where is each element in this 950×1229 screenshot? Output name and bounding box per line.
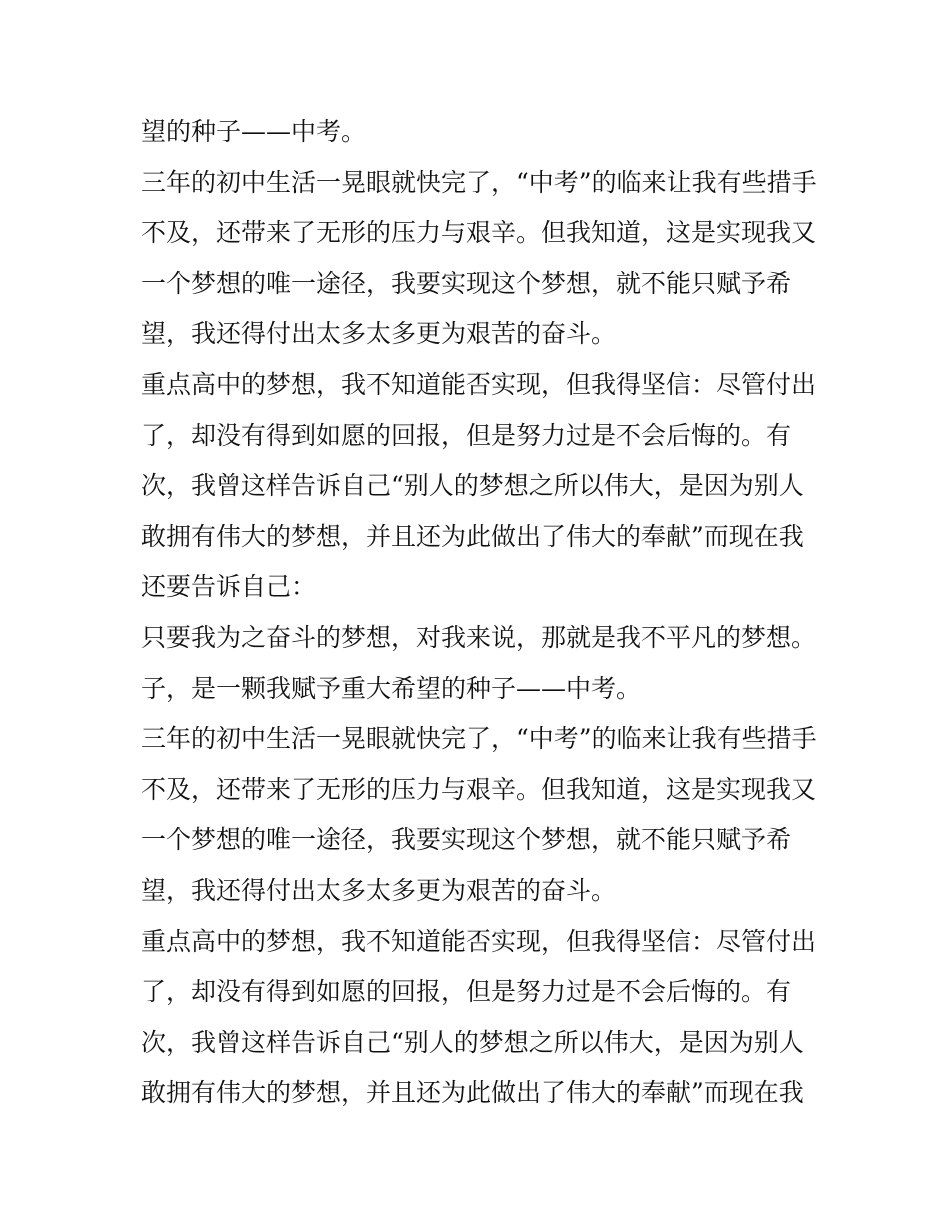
text-line: 敢拥有伟大的梦想，并且还为此做出了伟大的奉献”而现在我 xyxy=(141,1078,804,1108)
text-line: 了，却没有得到如愿的回报，但是努力过是不会后悔的。有 xyxy=(141,977,792,1007)
text-line: 次，我曾这样告诉自己“别人的梦想之所以伟大，是因为别人 xyxy=(141,471,804,501)
text-line: 一个梦想的唯一途径，我要实现这个梦想，就不能只赋予希 xyxy=(141,268,792,298)
text-line: 次，我曾这样告诉自己“别人的梦想之所以伟大，是因为别人 xyxy=(141,1027,804,1057)
document-body xyxy=(141,107,821,1119)
text-line: 不及，还带来了无形的压力与艰辛。但我知道，这是实现我又 xyxy=(141,218,817,248)
text-line: 了，却没有得到如愿的回报，但是努力过是不会后悔的。有 xyxy=(141,420,792,450)
text-line: 敢拥有伟大的梦想，并且还为此做出了伟大的奉献”而现在我 xyxy=(141,521,804,551)
text-line: 望，我还得付出太多太多更为艰苦的奋斗。 xyxy=(141,875,617,905)
text-line: 重点高中的梦想，我不知道能否实现，但我得坚信：尽管付出 xyxy=(141,926,817,956)
text-line: 还要告诉自己： xyxy=(141,572,317,602)
text-line: 三年的初中生活一晃眼就快完了，“中考”的临来让我有些措手 xyxy=(141,167,817,197)
text-line: 望，我还得付出太多太多更为艰苦的奋斗。 xyxy=(141,319,617,349)
text-line: 只要我为之奋斗的梦想，对我来说，那就是我不平凡的梦想。 xyxy=(141,622,817,652)
text-line: 一个梦想的唯一途径，我要实现这个梦想，就不能只赋予希 xyxy=(141,825,792,855)
text-line: 望的种子——中考。 xyxy=(141,117,367,146)
text-line: 不及，还带来了无形的压力与艰辛。但我知道，这是实现我又 xyxy=(141,774,817,804)
text-line: 子，是一颗我赋予重大希望的种子——中考。 xyxy=(141,673,642,703)
text-line: 重点高中的梦想，我不知道能否实现，但我得坚信：尽管付出 xyxy=(141,369,817,399)
text-line: 三年的初中生活一晃眼就快完了，“中考”的临来让我有些措手 xyxy=(141,724,817,754)
